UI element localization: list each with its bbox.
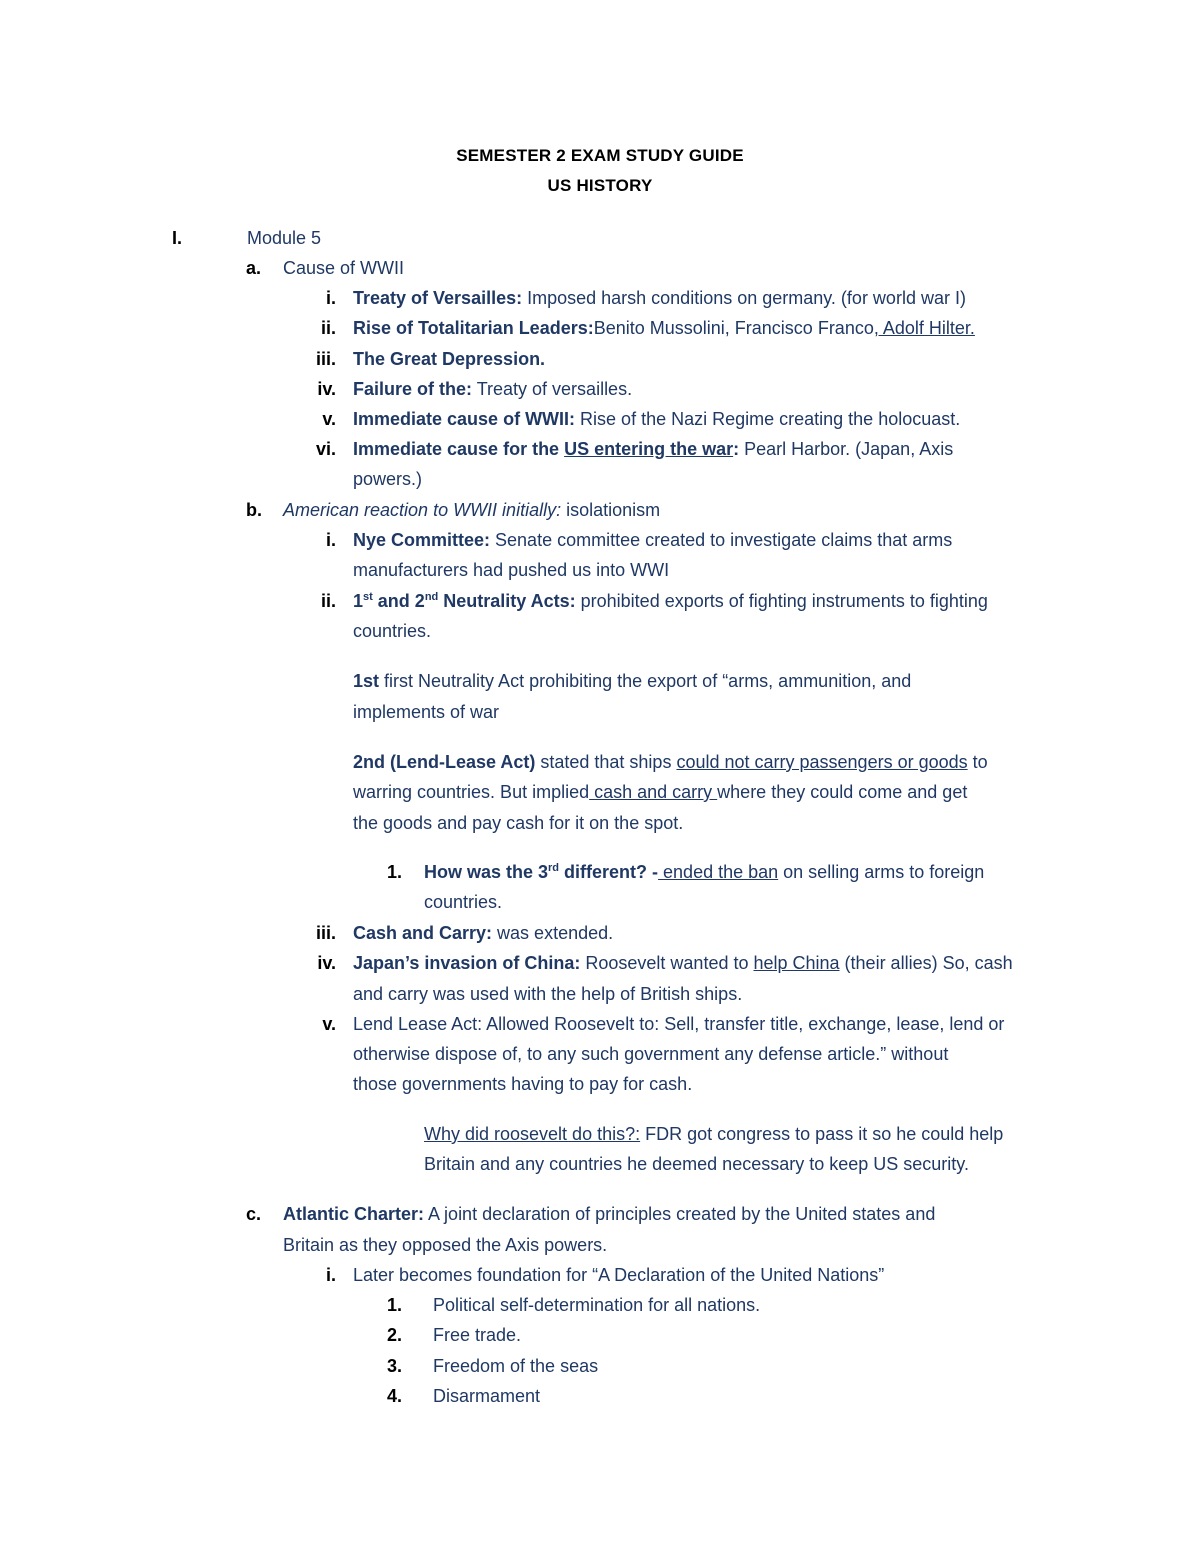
list-item — [353, 528, 952, 552]
term-part: and 2 — [372, 591, 425, 611]
term-label: Nye Committee: — [353, 530, 491, 550]
underlined-text: help China — [753, 953, 840, 973]
term-text-continued: Britain and any countries he deemed necessary to keep US security. — [424, 1154, 969, 1174]
subsection-heading-cause: Cause of WWII — [283, 258, 405, 278]
term-text-continued: otherwise dispose of, to any such government any defense article.” without — [353, 1044, 949, 1064]
term-label: Japan’s invasion of China: — [353, 953, 581, 973]
document-title: SEMESTER 2 EXAM STUDY GUIDE — [456, 146, 744, 165]
term-label: Immediate cause of WWII: — [353, 409, 576, 429]
term-part: Neutrality Acts: — [438, 591, 576, 611]
underlined-text: ended the ban — [658, 862, 779, 882]
superscript: st — [363, 591, 373, 603]
term-part: different? - — [559, 862, 659, 882]
term-text-continued: Britain as they opposed the Axis powers. — [283, 1235, 608, 1255]
superscript: nd — [424, 591, 439, 603]
heading-italic: American reaction to WWII initially: — [283, 500, 562, 520]
outline-marker-1: 1. — [386, 862, 402, 882]
term-text: on selling arms to foreign — [778, 862, 985, 882]
roosevelt-question — [424, 1122, 1003, 1146]
term-text-continued: the goods and pay cash for it on the spot. — [353, 813, 684, 833]
term-label: Atlantic Charter: — [283, 1204, 425, 1224]
term-text: FDR got congress to pass it so he could help — [640, 1124, 1004, 1144]
term-text: Treaty of versailles. — [472, 379, 633, 399]
term-text: A joint declaration of principles created by the United states and — [424, 1204, 936, 1224]
term-text-continued: powers.) — [353, 469, 423, 489]
outline-marker-b-iii: iii. — [315, 923, 336, 943]
outline-marker-b: b. — [246, 500, 262, 520]
outline-marker-a-iii: iii. — [315, 349, 336, 369]
list-item — [353, 377, 632, 401]
list-item: Freedom of the seas — [433, 1356, 599, 1376]
second-neutrality-act — [353, 750, 988, 774]
superscript: rd — [548, 862, 560, 874]
list-item — [353, 951, 1013, 975]
outline-marker-2: 2. — [386, 1325, 402, 1345]
document-subtitle: US HISTORY — [547, 176, 653, 195]
term-text: first Neutrality Act prohibiting the export of “arms, ammunition, and — [384, 671, 912, 691]
outline-marker-a-i: i. — [325, 288, 336, 308]
section-heading-module-5: Module 5 — [247, 228, 322, 248]
term-label: Cash and Carry: — [353, 923, 493, 943]
term-text-continued: manufacturers had pushed us into WWI — [353, 560, 670, 580]
list-item: Later becomes foundation for “A Declaration of the United Nations” — [353, 1265, 885, 1285]
term-part: How was the 3 — [424, 862, 549, 882]
term-text: (their allies) So, cash — [839, 953, 1013, 973]
term-text: Senate committee created to investigate claims that arms — [490, 530, 953, 550]
term-text: to — [967, 752, 988, 772]
outline-marker-a: a. — [246, 258, 262, 278]
outline-marker-b-v: v. — [322, 1014, 336, 1034]
term-text: where they could come and get — [717, 782, 968, 802]
term-text-continued: and carry was used with the help of British ships. — [353, 984, 743, 1004]
heading-rest: isolationism — [561, 500, 661, 520]
term-label: Rise of Totalitarian Leaders: — [353, 318, 594, 338]
term-text: warring countries. But implied — [353, 782, 590, 802]
term-label — [424, 862, 658, 882]
underlined-text: could not carry passengers or goods — [676, 752, 968, 772]
list-item — [424, 860, 984, 884]
term-text: was extended. — [492, 923, 614, 943]
subsection-heading-atlantic-charter — [283, 1202, 935, 1226]
list-item: Free trade. — [433, 1325, 522, 1345]
term-label: The Great Depression. — [353, 349, 546, 369]
term-part: 1 — [353, 591, 364, 611]
term-text-continued: countries. — [353, 621, 432, 641]
term-label — [353, 591, 576, 611]
underlined-term: US entering the war — [564, 439, 734, 459]
list-item — [353, 921, 613, 945]
outline-marker-4: 4. — [386, 1386, 402, 1406]
list-item — [353, 407, 960, 431]
outline-marker-a-vi: vi. — [315, 439, 336, 459]
term-label: 2nd (Lend-Lease Act) — [353, 752, 536, 772]
term-text-continued: implements of war — [353, 702, 500, 722]
term-text-continued — [353, 780, 967, 804]
underlined-text: , Adolf Hilter. — [873, 318, 975, 338]
subsection-heading-american-reaction — [283, 498, 660, 522]
outline-marker-b-i: i. — [325, 530, 336, 550]
underlined-text: Why did roosevelt do this?: — [424, 1124, 641, 1144]
list-item: Disarmament — [433, 1386, 541, 1406]
outline-marker-a-ii: ii. — [320, 318, 336, 338]
term-text-continued: countries. — [424, 892, 503, 912]
outline-marker-1: 1. — [386, 1295, 402, 1315]
first-neutrality-act — [353, 669, 911, 693]
term-text: Imposed harsh conditions on germany. (for world war I) — [522, 288, 966, 308]
term-label: Immediate cause for the — [353, 439, 565, 459]
list-item — [353, 286, 966, 310]
list-item: Political self-determination for all nations. — [433, 1295, 761, 1315]
outline-marker-I: I. — [172, 228, 183, 248]
term-colon: : — [733, 439, 740, 459]
outline-marker-b-ii: ii. — [320, 591, 336, 611]
term-text: prohibited exports of fighting instruments to fighting — [575, 591, 988, 611]
outline-marker-3: 3. — [386, 1356, 402, 1376]
outline-marker-a-v: v. — [322, 409, 336, 429]
term-text: Benito Mussolini, Francisco Franco — [593, 318, 874, 338]
term-text: Rise of the Nazi Regime creating the holocuast. — [575, 409, 961, 429]
term-label: Treaty of Versailles: — [353, 288, 523, 308]
term-text: Roosevelt wanted to — [580, 953, 754, 973]
term-text: stated that ships — [535, 752, 677, 772]
underlined-text: cash and carry — [589, 782, 718, 802]
list-item — [353, 437, 953, 461]
term-text: Pearl Harbor. (Japan, Axis — [739, 439, 954, 459]
list-item — [353, 589, 988, 613]
list-item — [353, 316, 975, 340]
outline-marker-c-i: i. — [325, 1265, 336, 1285]
outline-marker-a-iv: iv. — [317, 379, 336, 399]
outline-marker-b-iv: iv. — [317, 953, 336, 973]
term-label: Failure of the: — [353, 379, 473, 399]
term-label: 1st — [353, 671, 385, 691]
term-text-continued: those governments having to pay for cash. — [353, 1074, 693, 1094]
outline-marker-c: c. — [246, 1204, 262, 1224]
list-item: Lend Lease Act: Allowed Roosevelt to: Sell, transfer title, exchange, lease, lend or — [353, 1014, 1005, 1034]
